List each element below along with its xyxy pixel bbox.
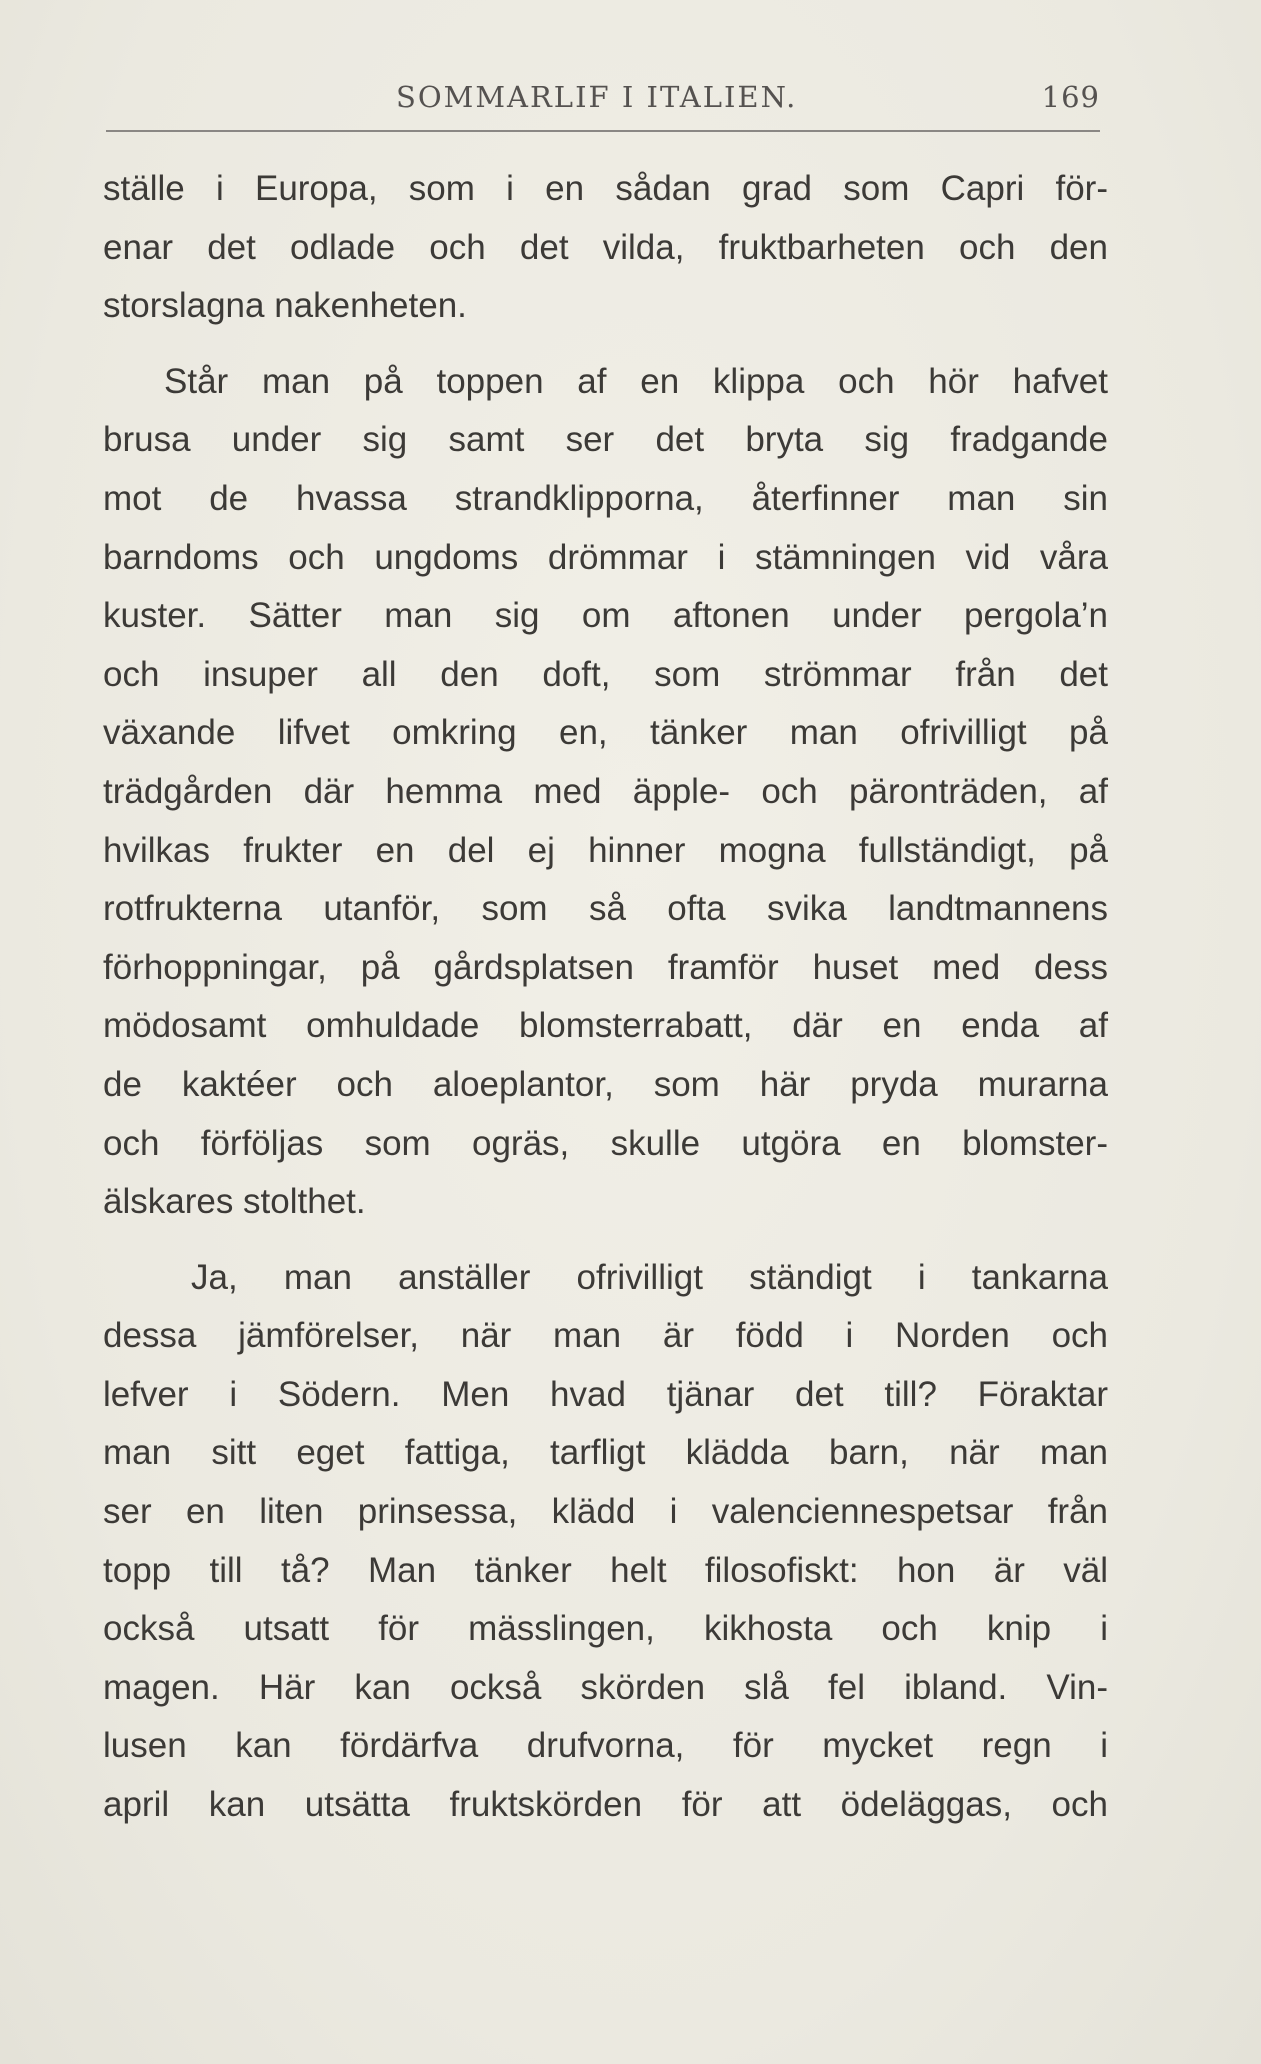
text-line: Står man på toppen af en klippa och hör hafvet (164, 361, 1108, 401)
text-line: brusa under sig samt ser det bryta sig fradgande (103, 420, 1108, 460)
text-line: kuster. Sätter man sig om aftonen under pergola’n (103, 596, 1108, 636)
text-line: och insuper all den doft, som strömmar från det (103, 654, 1108, 694)
text-line: lefver i Södern. Men hvad tjänar det till? Föraktar (103, 1374, 1108, 1414)
text-line: Ja, man anställer ofrivilligt ständigt i tankarna (191, 1257, 1108, 1297)
text-line: hvilkas frukter en del ej hinner mogna fullständigt, på (103, 830, 1108, 870)
running-title: SOMMARLIF I ITALIEN. (396, 80, 798, 114)
text-line: topp till tå? Man tänker helt filosofiskt: hon är väl (103, 1550, 1108, 1590)
text-line: magen. Här kan också skörden slå fel ibland. Vin- (103, 1667, 1108, 1707)
text-line: ställe i Europa, som i en sådan grad som Capri för- (103, 169, 1108, 208)
text-line: förhoppningar, på gårdsplatsen framför huset med dess (103, 947, 1108, 987)
text-line: storslagna nakenheten. (103, 286, 467, 326)
text-line: enar det odlade och det vilda, fruktbarheten och den (103, 227, 1108, 267)
text-line: april kan utsätta fruktskörden för att ödeläggas, och (103, 1785, 1108, 1825)
paragraph-3 (103, 1249, 1108, 1835)
text-line: lusen kan fördärfva drufvorna, för mycket regn i (103, 1726, 1108, 1766)
paragraph-1 (103, 160, 1108, 336)
text-line: älskares stolthet. (103, 1182, 366, 1222)
text-line: man sitt eget fattiga, tarfligt klädda barn, när man (103, 1433, 1108, 1473)
text-line: mot de hvassa strandklipporna, återfinner man sin (103, 478, 1108, 518)
text-line: också utsatt för mässlingen, kikhosta och knip i (103, 1609, 1108, 1649)
header-rule (106, 130, 1100, 132)
running-head (106, 80, 1100, 124)
text-line: mödosamt omhuldade blomsterrabatt, där en enda af (103, 1006, 1108, 1046)
text-line: de kaktéer och aloeplantor, som här pryda murarna (103, 1064, 1108, 1104)
text-line: växande lifvet omkring en, tänker man ofrivilligt på (103, 713, 1108, 753)
text-line: rotfrukterna utanför, som så ofta svika landtmannens (103, 889, 1108, 929)
body-text (103, 160, 1108, 1835)
text-line: barndoms och ungdoms drömmar i stämningen vid våra (103, 537, 1108, 577)
page-number: 169 (1041, 80, 1100, 114)
text-line: dessa jämförelser, när man är född i Norden och (103, 1316, 1108, 1356)
text-line: trädgården där hemma med äpple- och päronträden, af (103, 771, 1108, 811)
paragraph-2 (103, 353, 1108, 1232)
text-line: och förföljas som ogräs, skulle utgöra en blomster- (103, 1123, 1108, 1163)
text-line: ser en liten prinsessa, klädd i valenciennespetsar från (103, 1492, 1108, 1532)
